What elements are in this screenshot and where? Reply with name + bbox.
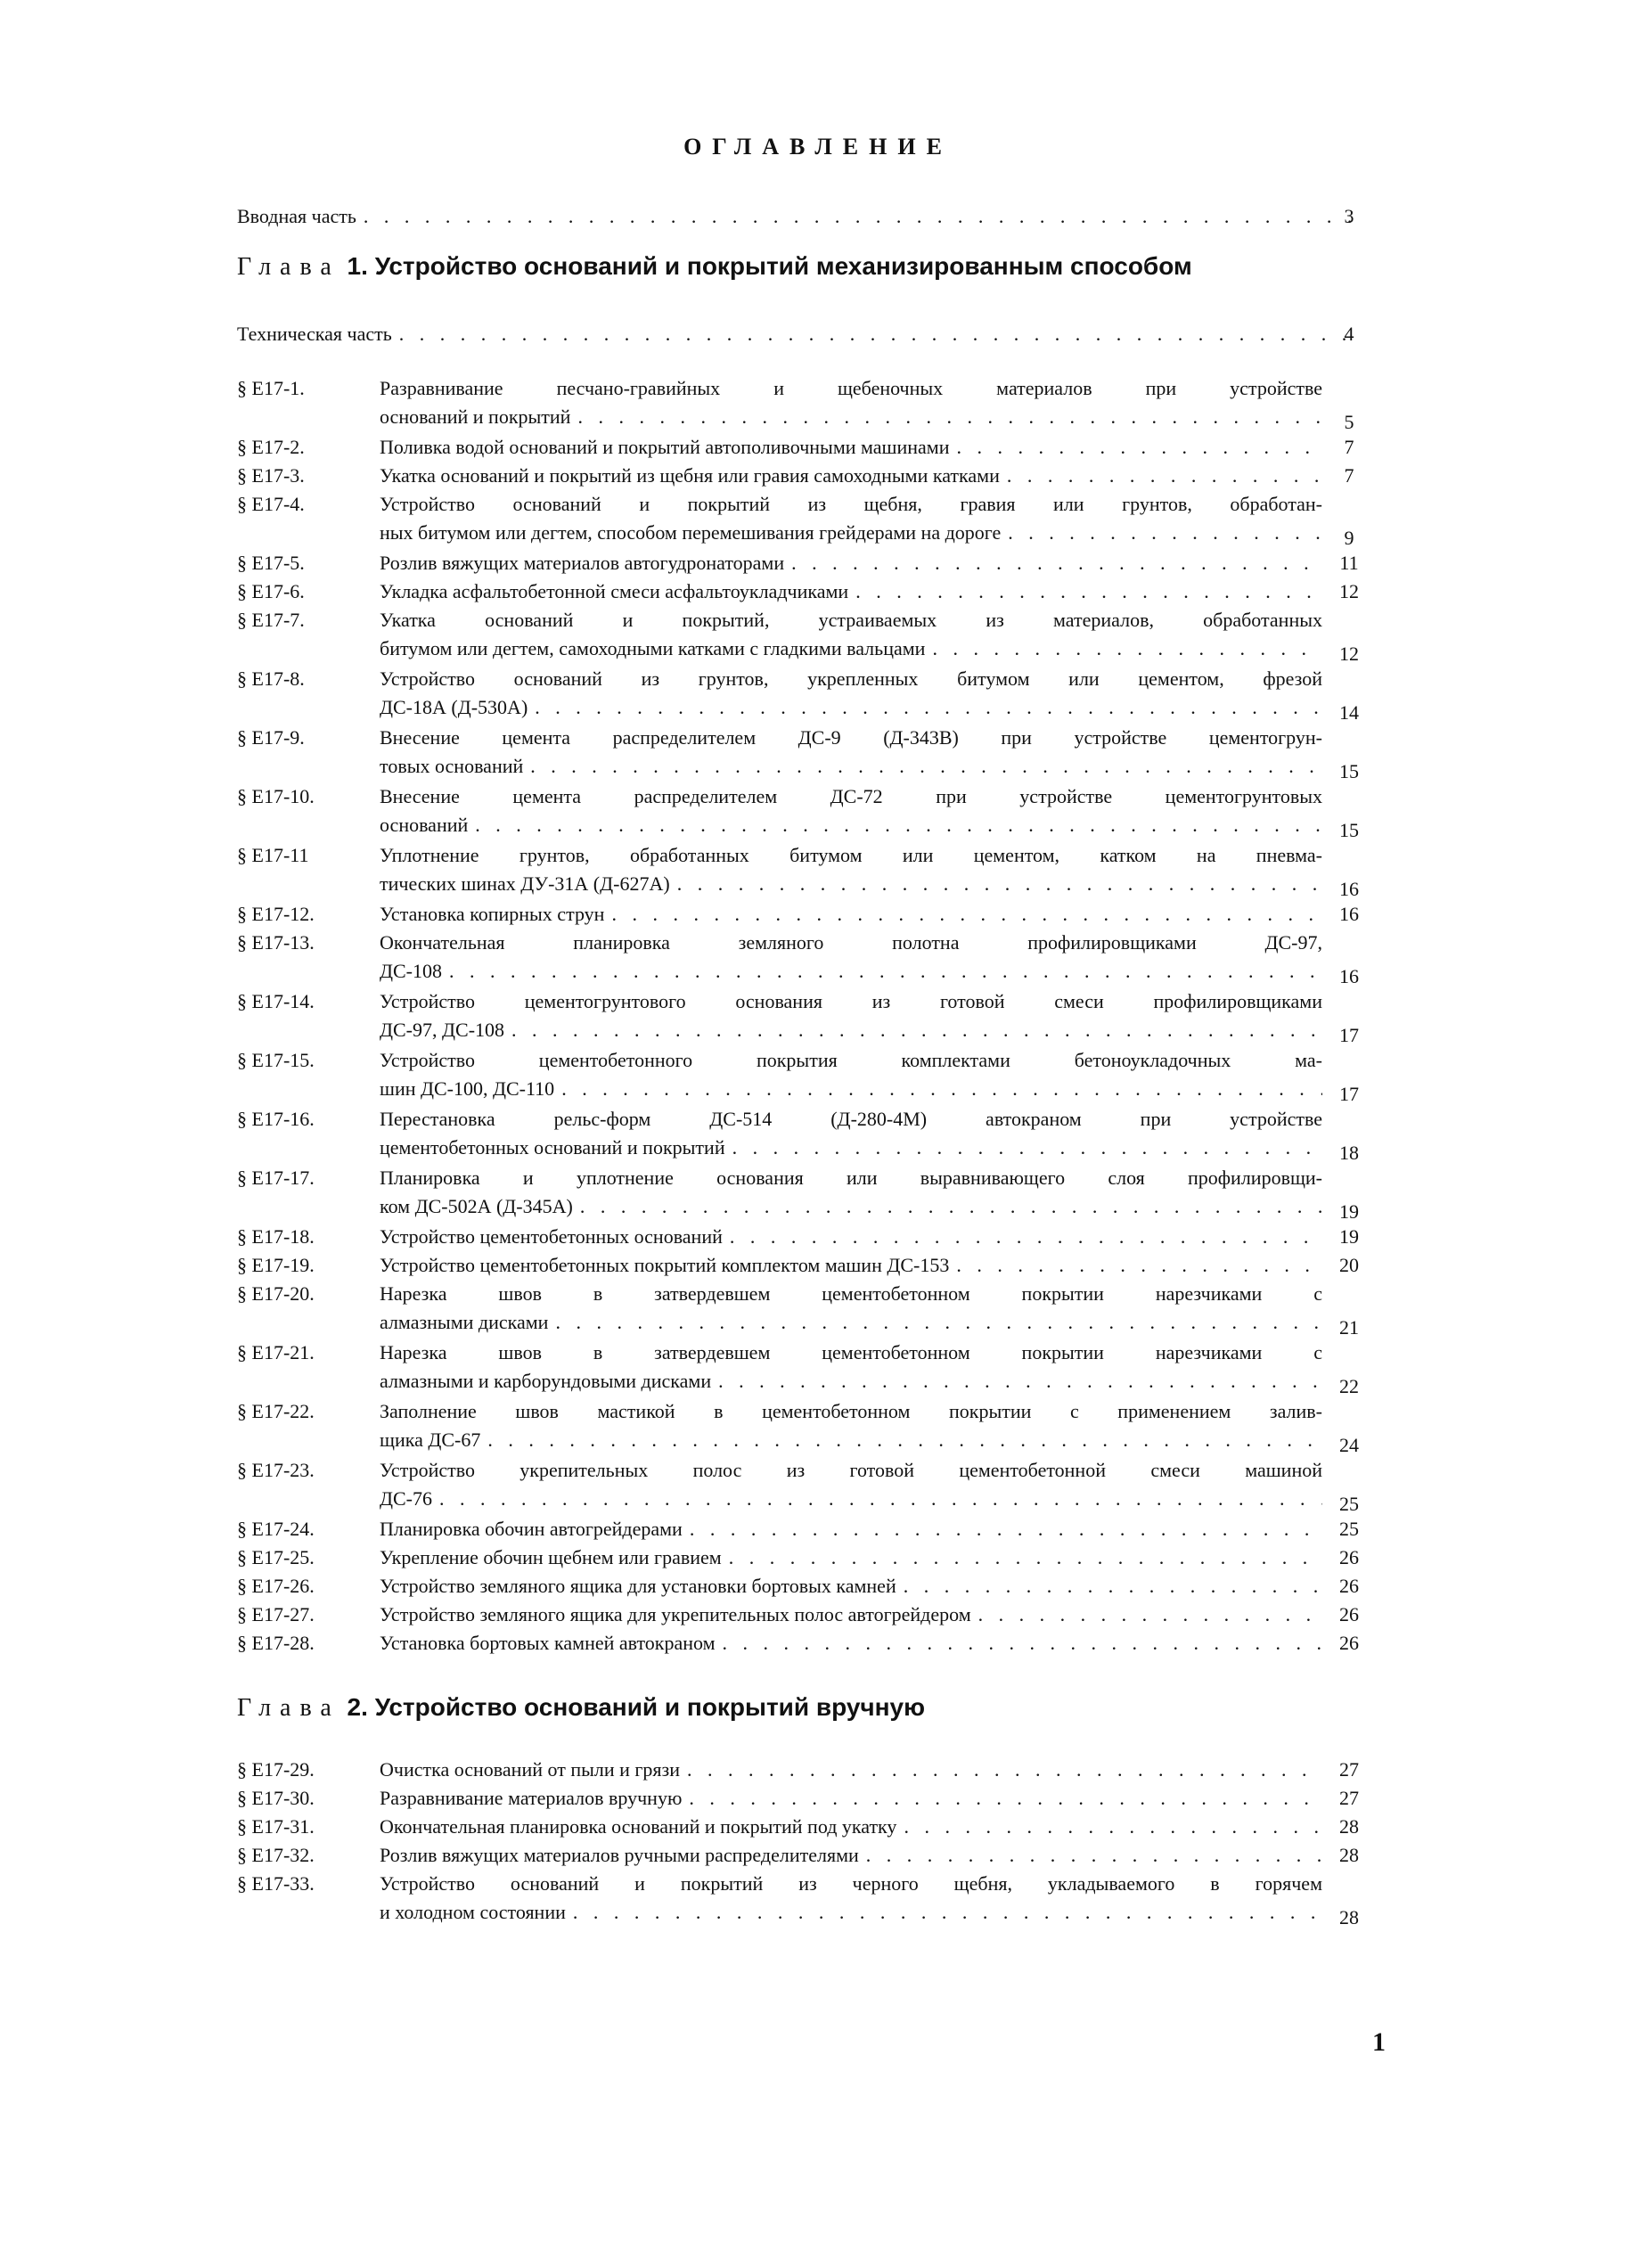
toc-entry-text — [380, 433, 1322, 462]
toc-entry-line: Устройство оснований и покрытий из черного щебня, укладываемого в горячем — [380, 1872, 1322, 1895]
leader-dots — [978, 1601, 1322, 1629]
toc-entry-code: § Е17-8. — [237, 667, 305, 690]
toc-entry-line: Устройство оснований из грунтов, укрепленных битумом или цементом, фрезой — [380, 667, 1322, 690]
toc-entry-text — [380, 1251, 1322, 1280]
toc-entry-code: § Е17-31. — [237, 1815, 315, 1838]
toc-entry-code: § Е17-1. — [237, 377, 305, 399]
chapter-number: 2. — [347, 1693, 368, 1721]
toc-entry-code: § Е17-5. — [237, 552, 305, 574]
leader-dots — [689, 1784, 1322, 1813]
toc-entry-line: алмазными и карборундовыми дисками — [380, 1370, 712, 1392]
chapter-title: Устройство оснований и покрытий вручную — [374, 1693, 926, 1721]
toc-entry-code: § Е17-20. — [237, 1282, 315, 1305]
toc-entry-page: 15 — [1339, 760, 1359, 782]
toc-entry-text — [380, 1572, 1322, 1601]
toc-entry-page: 14 — [1339, 701, 1359, 724]
toc-entry-text — [380, 1339, 1322, 1396]
leader-dots — [866, 1841, 1322, 1870]
toc-entry-code: § Е17-14. — [237, 990, 315, 1012]
leader-dots — [1008, 519, 1322, 547]
toc-entry-code: § Е17-27. — [237, 1603, 315, 1625]
page-title: ОГЛАВЛЕНИЕ — [683, 134, 953, 160]
toc-intro-page: 3 — [1344, 205, 1354, 227]
toc-entry-text — [380, 1841, 1322, 1870]
leader-dots — [530, 752, 1322, 781]
toc-entry-line: Планировка и уплотнение основания или выравнивающего слоя профилировщи- — [380, 1167, 1322, 1189]
toc-entry-text — [380, 1515, 1322, 1543]
toc-entry-text — [380, 374, 1322, 431]
leader-dots — [1007, 462, 1322, 490]
toc-entry-text — [380, 1105, 1322, 1162]
toc-entry-code: § Е17-4. — [237, 493, 305, 515]
toc-entry-line: Разравнивание песчано-гравийных и щебеночных материалов при устройстве — [380, 377, 1322, 399]
toc-entry-code: § Е17-21. — [237, 1341, 315, 1363]
toc-entry-code: § Е17-16. — [237, 1108, 315, 1130]
toc-entry-line: Укладка асфальтобетонной смеси асфальтоукладчиками — [380, 580, 849, 602]
toc-entry-page: 28 — [1339, 1815, 1359, 1838]
toc-entry-text — [380, 1870, 1322, 1927]
leader-dots — [904, 1572, 1322, 1601]
toc-entry-line: Планировка обочин автогрейдерами — [380, 1518, 683, 1540]
leader-dots — [791, 549, 1322, 577]
toc-entry-code: § Е17-12. — [237, 903, 315, 925]
chapter-1-heading — [237, 252, 1395, 282]
toc-intro[interactable] — [237, 205, 1369, 232]
toc-entry-code: § Е17-3. — [237, 464, 305, 487]
toc-entry-page: 26 — [1339, 1575, 1359, 1597]
leader-dots — [449, 957, 1322, 986]
toc-entry-page: 7 — [1344, 464, 1354, 487]
chapter-2-heading — [237, 1693, 1395, 1723]
toc-entry-code: § Е17-29. — [237, 1758, 315, 1781]
toc-entry-line: Укатка оснований и покрытий, устраиваемых из материалов, обработанных — [380, 609, 1322, 631]
toc-entry-page: 12 — [1339, 580, 1359, 602]
toc-entry-line: ных битумом или дегтем, способом перемешивания грейдерами на дороге — [380, 521, 1002, 544]
toc-entry-page: 26 — [1339, 1603, 1359, 1625]
toc-entry-code: § Е17-28. — [237, 1632, 315, 1654]
toc-entry-code: § Е17-19. — [237, 1254, 315, 1276]
leader-dots — [573, 1898, 1322, 1927]
toc-entry-page: 17 — [1339, 1024, 1359, 1046]
leader-dots — [535, 693, 1322, 722]
leader-dots — [364, 205, 1362, 228]
toc-entry-line: алмазными дисками — [380, 1311, 549, 1333]
leader-dots — [577, 403, 1322, 431]
toc-entry-line: Устройство цементобетонных покрытий комплектом машин ДС-153 — [380, 1254, 950, 1276]
leader-dots — [611, 900, 1322, 929]
toc-entry-text — [380, 929, 1322, 986]
toc-entry-page: 28 — [1339, 1906, 1359, 1928]
toc-entry-code: § Е17-30. — [237, 1787, 315, 1809]
leader-dots — [511, 1016, 1322, 1044]
toc-entry-page: 26 — [1339, 1632, 1359, 1654]
toc-entry-line: и холодном состоянии — [380, 1901, 566, 1923]
toc-entry-page: 12 — [1339, 643, 1359, 665]
toc-entry-line: цементобетонных оснований и покрытий — [380, 1136, 725, 1159]
toc-entry-page: 25 — [1339, 1493, 1359, 1515]
leader-dots — [580, 1192, 1322, 1221]
toc-entry-code: § Е17-9. — [237, 726, 305, 749]
toc-entry-line: Укрепление обочин щебнем или гравием — [380, 1546, 722, 1568]
toc-entry-text — [380, 987, 1322, 1044]
toc-entry-line: Устройство цементобетонных оснований — [380, 1225, 723, 1248]
toc-intro-label: Вводная часть — [237, 205, 356, 227]
leader-dots — [475, 811, 1322, 839]
toc-entry-line: Розлив вяжущих материалов ручными распределителями — [380, 1844, 859, 1866]
toc-entry-text — [380, 1543, 1322, 1572]
toc-entry-line: Установка бортовых камней автокраном — [380, 1632, 716, 1654]
toc-entry-line: Внесение цемента распределителем ДС-72 при устройстве цементогрунтовых — [380, 785, 1322, 807]
toc-tech-page: 4 — [1344, 323, 1354, 345]
toc-entry-text — [380, 1223, 1322, 1251]
toc-entry-line: Нарезка швов в затвердевшем цементобетонном покрытии нарезчиками с — [380, 1341, 1322, 1363]
toc-entry-text — [380, 490, 1322, 547]
leader-dots — [723, 1629, 1322, 1658]
toc-entry-code: § Е17-17. — [237, 1167, 315, 1189]
toc-entry-page: 17 — [1339, 1083, 1359, 1105]
toc-entry-line: шин ДС-100, ДС-110 — [380, 1077, 555, 1100]
toc-entry-page: 16 — [1339, 965, 1359, 987]
toc-entry-code: § Е17-7. — [237, 609, 305, 631]
toc-entry-page: 18 — [1339, 1142, 1359, 1164]
toc-entry-text — [380, 1629, 1322, 1658]
toc-entry-page: 19 — [1339, 1200, 1359, 1223]
leader-dots — [957, 433, 1322, 462]
toc-entry-text — [380, 1756, 1322, 1784]
toc-entry-page: 19 — [1339, 1225, 1359, 1248]
toc-entry-line: Устройство цементобетонного покрытия комплектами бетоноукладочных ма- — [380, 1049, 1322, 1071]
toc-tech[interactable] — [237, 323, 1369, 349]
toc-entry-page: 25 — [1339, 1518, 1359, 1540]
toc-entry-text — [380, 1280, 1322, 1337]
toc-entry-line: Устройство укрепительных полос из готовой цементобетонной смеси машиной — [380, 1459, 1322, 1481]
leader-dots — [439, 1485, 1322, 1513]
toc-entry-text — [380, 1397, 1322, 1454]
chapter-title: Устройство оснований и покрытий механизированным способом — [374, 252, 1192, 280]
leader-dots — [904, 1813, 1322, 1841]
toc-entry-line: щика ДС-67 — [380, 1429, 481, 1451]
toc-entry-line: ДС-76 — [380, 1487, 433, 1510]
toc-tech-label: Техническая часть — [237, 323, 392, 345]
toc-entry-code: § Е17-22. — [237, 1400, 315, 1422]
toc-entry-line: оснований — [380, 814, 469, 836]
toc-entry-code: § Е17-23. — [237, 1459, 315, 1481]
toc-entry-line: товых оснований — [380, 755, 524, 777]
toc-entry-line: Окончательная планировка земляного полотна профилировщиками ДС-97, — [380, 931, 1322, 954]
toc-entry-line: Перестановка рельс-форм ДС-514 (Д-280-4М) автокраном при устройстве — [380, 1108, 1322, 1130]
toc-entry-code: § Е17-11 — [237, 844, 309, 866]
toc-entry-code: § Е17-25. — [237, 1546, 315, 1568]
toc-entry-line: Уплотнение грунтов, обработанных битумом или цементом, катком на пневма- — [380, 844, 1322, 866]
toc-entry-text — [380, 724, 1322, 781]
toc-entry-line: Розлив вяжущих материалов автогудронаторами — [380, 552, 785, 574]
leader-dots — [399, 323, 1362, 346]
leader-dots — [732, 1134, 1322, 1162]
chapter-number: 1. — [347, 252, 368, 280]
toc-entry-page: 21 — [1339, 1316, 1359, 1339]
toc-entry-line: Установка копирных струн — [380, 903, 605, 925]
toc-entry-text — [380, 1046, 1322, 1103]
leader-dots — [487, 1426, 1322, 1454]
toc-entry-line: ком ДС-502А (Д-345А) — [380, 1195, 573, 1217]
leader-dots — [855, 577, 1322, 606]
toc-entry-code: § Е17-2. — [237, 436, 305, 458]
leader-dots — [729, 1543, 1322, 1572]
toc-entry-page: 7 — [1344, 436, 1354, 458]
leader-dots — [677, 870, 1322, 898]
toc-entry-page: 22 — [1339, 1375, 1359, 1397]
toc-entry-line: Окончательная планировка оснований и покрытий под укатку — [380, 1815, 897, 1838]
toc-entry-line: Укатка оснований и покрытий из щебня или гравия самоходными катками — [380, 464, 1000, 487]
leader-dots — [718, 1367, 1322, 1396]
toc-entry-text — [380, 577, 1322, 606]
toc-entry-text — [380, 1164, 1322, 1221]
toc-entry-line: Устройство оснований и покрытий из щебня, гравия или грунтов, обработан- — [380, 493, 1322, 515]
toc-entry-page: 11 — [1339, 552, 1359, 574]
leader-dots — [730, 1223, 1322, 1251]
toc-entry-line: Заполнение швов мастикой в цементобетонном покрытии с применением залив- — [380, 1400, 1322, 1422]
toc-entry-page: 16 — [1339, 878, 1359, 900]
toc-entry-text — [380, 1601, 1322, 1629]
toc-entry-text — [380, 782, 1322, 839]
toc-entry-code: § Е17-6. — [237, 580, 305, 602]
toc-entry-code: § Е17-13. — [237, 931, 315, 954]
toc-entry-code: § Е17-33. — [237, 1872, 315, 1895]
leader-dots — [932, 635, 1322, 663]
toc-entry-line: тических шинах ДУ-31А (Д-627А) — [380, 872, 670, 895]
toc-entry-page: 9 — [1344, 527, 1354, 549]
toc-entry-line: Устройство земляного ящика для укрепительных полос автогрейдером — [380, 1603, 971, 1625]
leader-dots — [561, 1075, 1322, 1103]
toc-entry-code: § Е17-18. — [237, 1225, 315, 1248]
toc-entry-text — [380, 665, 1322, 722]
chapter-word: Глава — [237, 1694, 340, 1722]
toc-entry-page: 27 — [1339, 1787, 1359, 1809]
toc-entry-text — [380, 549, 1322, 577]
toc-entry-code: § Е17-26. — [237, 1575, 315, 1597]
toc-entry-line: ДС-97, ДС-108 — [380, 1019, 505, 1041]
toc-entry-text — [380, 1456, 1322, 1513]
toc-entry-text — [380, 1784, 1322, 1813]
toc-entry-page: 15 — [1339, 819, 1359, 841]
toc-entry-line: Очистка оснований от пыли и грязи — [380, 1758, 681, 1781]
toc-entry-page: 16 — [1339, 903, 1359, 925]
toc-entry-line: оснований и покрытий — [380, 405, 571, 428]
toc-entry-line: Устройство цементогрунтового основания из готовой смеси профилировщиками — [380, 990, 1322, 1012]
toc-entry-text — [380, 1813, 1322, 1841]
toc-entry-text — [380, 606, 1322, 663]
toc-entry-line: Разравнивание материалов вручную — [380, 1787, 683, 1809]
toc-entry-code: § Е17-15. — [237, 1049, 315, 1071]
toc-entry-line: Поливка водой оснований и покрытий автополивочными машинами — [380, 436, 950, 458]
toc-entry-line: ДС-18А (Д-530А) — [380, 696, 528, 718]
toc-entry-line: битумом или дегтем, самоходными катками с гладкими вальцами — [380, 637, 926, 659]
chapter-word: Глава — [237, 253, 340, 281]
toc-entry-code: § Е17-10. — [237, 785, 315, 807]
toc-entry-page: 28 — [1339, 1844, 1359, 1866]
page-number: 1 — [1372, 2027, 1386, 2057]
leader-dots — [956, 1251, 1322, 1280]
toc-entry-text — [380, 841, 1322, 898]
toc-entry-page: 20 — [1339, 1254, 1359, 1276]
toc-entry-line: Устройство земляного ящика для установки бортовых камней — [380, 1575, 896, 1597]
toc-entry-page: 27 — [1339, 1758, 1359, 1781]
toc-entry-text — [380, 462, 1322, 490]
toc-entry-line: Нарезка швов в затвердевшем цементобетонном покрытии нарезчиками с — [380, 1282, 1322, 1305]
toc-entry-line: Внесение цемента распределителем ДС-9 (Д-343В) при устройстве цементогрун- — [380, 726, 1322, 749]
toc-entry-code: § Е17-32. — [237, 1844, 315, 1866]
leader-dots — [687, 1756, 1322, 1784]
toc-entry-page: 5 — [1344, 411, 1354, 433]
toc-entry-line: ДС-108 — [380, 960, 443, 982]
toc-entry-text — [380, 900, 1322, 929]
toc-entry-code: § Е17-24. — [237, 1518, 315, 1540]
toc-entry-page: 26 — [1339, 1546, 1359, 1568]
leader-dots — [690, 1515, 1322, 1543]
toc-entry-page: 24 — [1339, 1434, 1359, 1456]
leader-dots — [555, 1308, 1322, 1337]
